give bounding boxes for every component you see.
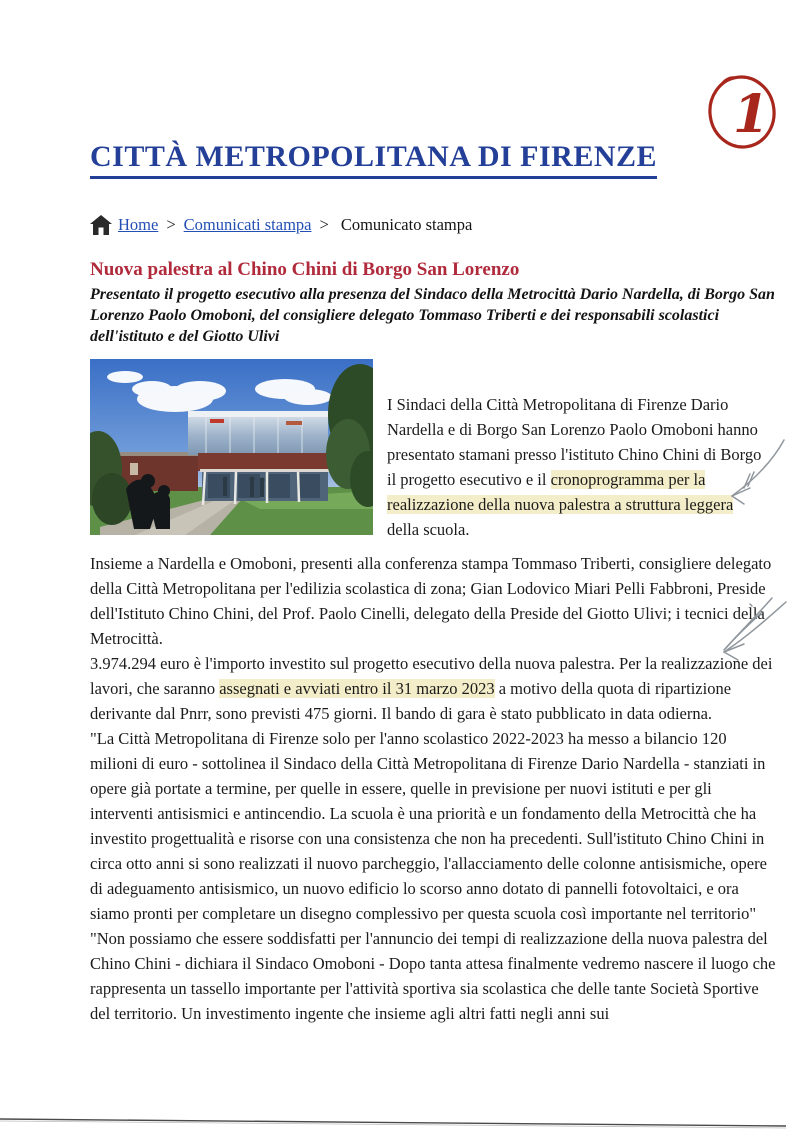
breadcrumb-link-comunicati-stampa[interactable]: Comunicati stampa [183, 215, 312, 234]
paragraph-text: a motivo della quota di ripartizione derivante dal Pnrr, sono previsti 475 giorni. Il bando di gara è stato pubblicato in data odierna. [90, 679, 732, 723]
paragraph-text: 3.974.294 euro è l'importo investito sul progetto esecutivo della nuova palestra. Per la realizzazione dei lavori, che saranno [90, 654, 773, 698]
paragraph-text: Insieme a Nardella e Omoboni, presenti alla conferenza stampa Tommaso Triberti, consigliere delegato della Città Metropolitana per l'edilizia scolastica di zona; Gian Lodovico Miari Pelli Fabbroni, Preside dell'Istituto Chino Chini, del Prof. Paolo Cinelli, delegato della Preside del Giotto Ulivi; i tecnici della Metrocittà. [90, 554, 772, 648]
breadcrumb-link-home[interactable]: Home [118, 215, 159, 234]
breadcrumb-separator: > [319, 215, 329, 234]
breadcrumb-current-page: Comunicato stampa [340, 215, 473, 234]
article-subtitle: Presentato il progetto esecutivo alla presenza del Sindaco della Metrocittà Dario Nardella, di Borgo San Lorenzo Paolo Omoboni, del consigliere delegato Tommaso Triberti e dei responsabili scolastici dell'istituto e del Giotto Ulivi [90, 286, 775, 345]
paragraph-text: "La Città Metropolitana di Firenze solo per l'anno scolastico 2022-2023 ha messo a bilancio 120 milioni di euro - sottolinea il Sindaco della Città Metropolitana di Firenze Dario Nardella - stanziati in opere già portate a termine, per quelle in essere, quelle in previsione per nuovi istituti e per gli interventi antisismici e antincendio. La scuola è una priorità e un fondamento della Metrocittà che ha investito progettualità e risorse con una consistenza che non ha precedenti. Sull'istituto Chino Chini in circa otto anni si sono realizzati il nuovo parcheggio, l'allacciamento delle colonne antisismiche, opere di adeguamento antisismico, un nuovo edificio lo scorso anno dotato di pannelli fotovoltaici, e ora siamo pronti per completare un disegno complessivo per questa scuola così importante nel territorio" [90, 729, 767, 923]
page-number-digit: 1 [733, 84, 770, 145]
paragraph-text: "Non possiamo che essere soddisfatti per l'annuncio dei tempi di realizzazione della nuova palestra del Chino Chini - dichiara il Sindaco Omoboni - Dopo tanta attesa finalmente vedremo nascere il luogo che rappresenta un tassello importante per l'attività sportiva sia scolastica che delle tante Società Sportive del territorio. Un investimento ingente che insieme agli altri fatti negli anni sui [90, 929, 776, 1023]
highlighted-text: assegnati e avviati entro il 31 marzo 2023 [219, 679, 495, 698]
site-title: CITTÀ METROPOLITANA DI FIRENZE [90, 140, 657, 179]
highlighted-text: cronoprogramma per la realizzazione della nuova palestra a struttura leggera [387, 470, 734, 514]
article-heading: Nuova palestra al Chino Chini di Borgo San Lorenzo [90, 259, 520, 280]
breadcrumb-separator: > [166, 215, 176, 234]
lead-text: della scuola. [387, 520, 470, 539]
lead-text: I Sindaci della Città Metropolitana di Firenze Dario Nardella e di Borgo San Lorenzo Paolo Omoboni hanno presentato stamani presso l'istituto Chino Chini di Borgo il progetto esecutivo e il [387, 395, 762, 489]
